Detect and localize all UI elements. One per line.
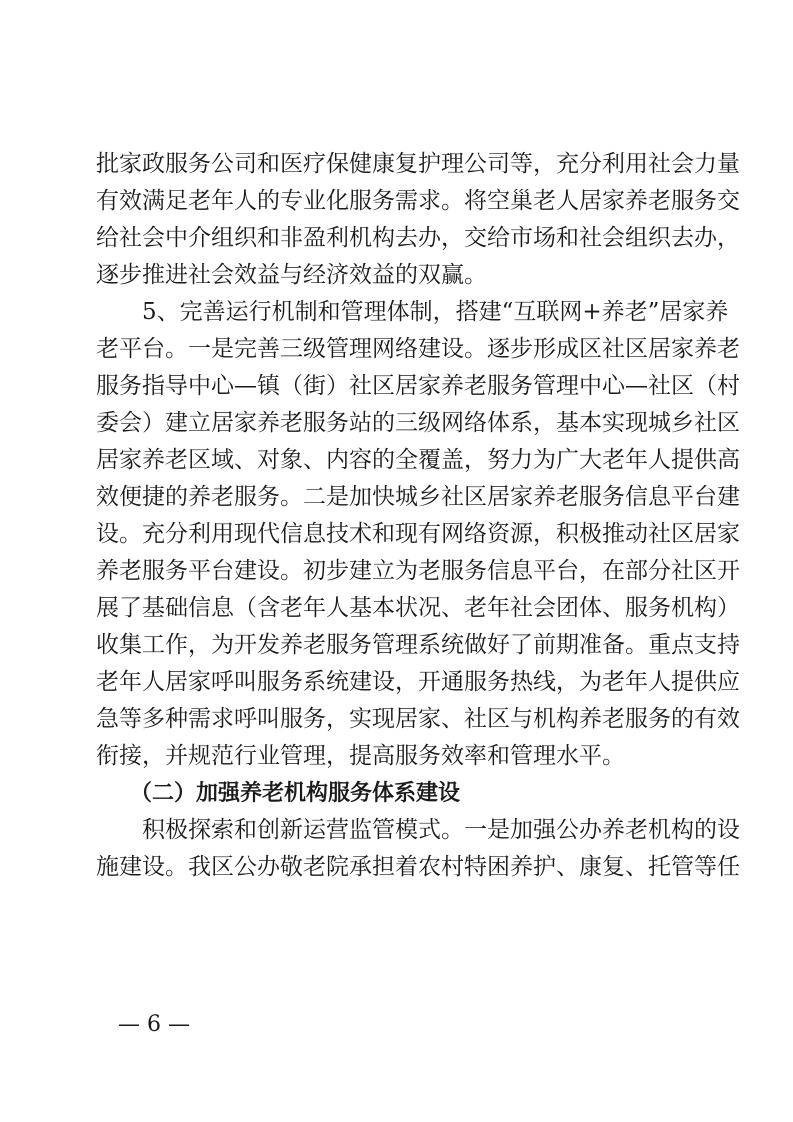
text-line-7: 服务指导中心—镇（街）社区居家养老服务管理中心—社区（村 <box>96 373 740 399</box>
text-line-16: 急等多种需求呼叫服务，实现居家、社区与机构养老服务的有效 <box>96 706 740 732</box>
text-line-11: 设。充分利用现代信息技术和现有网络资源，积极推动社区居家 <box>96 521 740 547</box>
text-line-12: 养老服务平台建设。初步建立为老服务信息平台，在部分社区开 <box>96 558 740 584</box>
text-line-14: 收集工作，为开发养老服务管理系统做好了前期准备。重点支持 <box>96 632 740 658</box>
page-number: — 6 — <box>118 1012 190 1037</box>
section-heading: （二）加强养老机构服务体系建设 <box>130 781 461 806</box>
text-line-19: 积极探索和创新运营监管模式。一是加强公办养老机构的设 <box>142 817 740 843</box>
body-text <box>96 146 740 886</box>
text-line-6: 老平台。一是完善三级管理网络建设。逐步形成区社区居家养老 <box>96 336 740 362</box>
text-line-3: 给社会中介组织和非盈利机构去办，交给市场和社会组织去办， <box>96 225 740 251</box>
text-line-10: 效便捷的养老服务。二是加快城乡社区居家养老服务信息平台建 <box>96 484 740 510</box>
text-line-5: 5、完善运行机制和管理体制，搭建“互联网+养老”居家养 <box>142 299 729 325</box>
text-line-2: 有效满足老年人的专业化服务需求。将空巢老人居家养老服务交 <box>96 188 740 214</box>
text-line-8: 委会）建立居家养老服务站的三级网络体系，基本实现城乡社区 <box>96 410 740 436</box>
text-line-15: 老年人居家呼叫服务系统建设，开通服务热线，为老年人提供应 <box>96 669 740 695</box>
text-line-9: 居家养老区域、对象、内容的全覆盖，努力为广大老年人提供高 <box>96 447 740 473</box>
text-line-1: 批家政服务公司和医疗保健康复护理公司等，充分利用社会力量 <box>96 151 740 177</box>
text-line-13: 展了基础信息（含老年人基本状况、老年社会团体、服务机构） <box>96 595 740 621</box>
text-line-20: 施建设。我区公办敬老院承担着农村特困养护、康复、托管等任 <box>96 854 740 880</box>
text-line-17: 衔接，并规范行业管理，提高服务效率和管理水平。 <box>96 743 625 769</box>
text-line-4: 逐步推进社会效益与经济效益的双赢。 <box>96 262 487 288</box>
